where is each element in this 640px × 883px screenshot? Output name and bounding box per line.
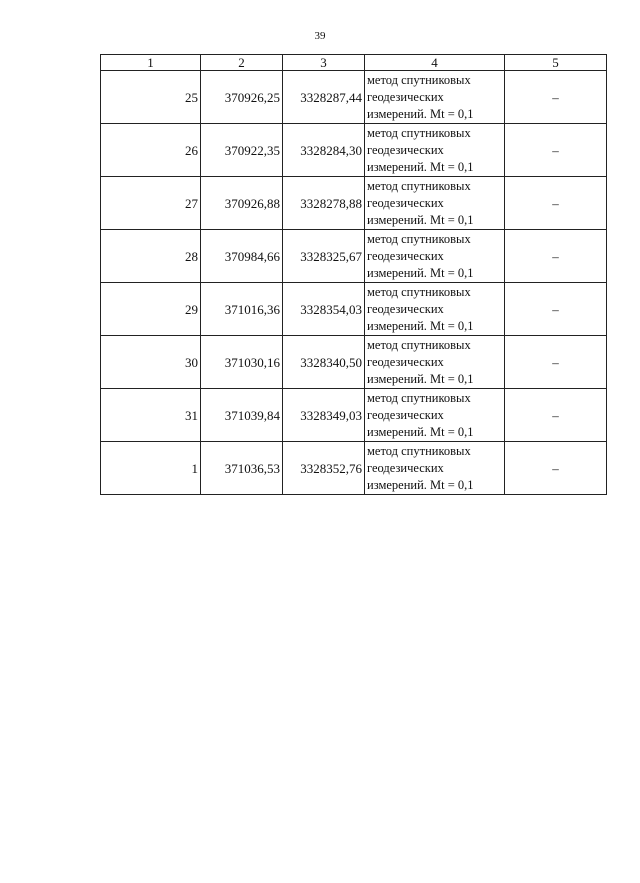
note-cell: – bbox=[505, 442, 607, 495]
note-cell: – bbox=[505, 336, 607, 389]
method-line: геодезических bbox=[367, 89, 444, 104]
point-number: 26 bbox=[101, 124, 201, 177]
method-cell bbox=[365, 124, 505, 177]
x-coordinate: 370984,66 bbox=[201, 230, 283, 283]
table-row bbox=[101, 389, 607, 442]
table-row bbox=[101, 442, 607, 495]
note-cell: – bbox=[505, 389, 607, 442]
note-cell: – bbox=[505, 283, 607, 336]
method-line: метод спутниковых bbox=[367, 125, 471, 140]
point-number: 30 bbox=[101, 336, 201, 389]
y-coordinate: 3328325,67 bbox=[283, 230, 365, 283]
y-coordinate: 3328349,03 bbox=[283, 389, 365, 442]
y-coordinate: 3328287,44 bbox=[283, 71, 365, 124]
point-number: 25 bbox=[101, 71, 201, 124]
y-coordinate: 3328278,88 bbox=[283, 177, 365, 230]
x-coordinate: 371030,16 bbox=[201, 336, 283, 389]
method-line: измерений. Mt = 0,1 bbox=[367, 477, 474, 492]
table-header-row bbox=[101, 55, 607, 71]
note-cell: – bbox=[505, 230, 607, 283]
method-line: геодезических bbox=[367, 460, 444, 475]
method-line: измерений. Mt = 0,1 bbox=[367, 371, 474, 386]
method-cell bbox=[365, 230, 505, 283]
method-line: метод спутниковых bbox=[367, 390, 471, 405]
x-coordinate: 370926,25 bbox=[201, 71, 283, 124]
method-line: метод спутниковых bbox=[367, 178, 471, 193]
column-header-1: 1 bbox=[101, 55, 201, 71]
column-header-4: 4 bbox=[365, 55, 505, 71]
column-header-2: 2 bbox=[201, 55, 283, 71]
table-row bbox=[101, 336, 607, 389]
method-line: измерений. Mt = 0,1 bbox=[367, 212, 474, 227]
point-number: 27 bbox=[101, 177, 201, 230]
method-line: метод спутниковых bbox=[367, 72, 471, 87]
x-coordinate: 371039,84 bbox=[201, 389, 283, 442]
x-coordinate: 370926,88 bbox=[201, 177, 283, 230]
table-row bbox=[101, 71, 607, 124]
coordinates-table bbox=[100, 54, 607, 495]
point-number: 31 bbox=[101, 389, 201, 442]
table-row bbox=[101, 230, 607, 283]
column-header-5: 5 bbox=[505, 55, 607, 71]
method-line: измерений. Mt = 0,1 bbox=[367, 265, 474, 280]
method-line: геодезических bbox=[367, 248, 444, 263]
method-line: метод спутниковых bbox=[367, 231, 471, 246]
x-coordinate: 370922,35 bbox=[201, 124, 283, 177]
x-coordinate: 371036,53 bbox=[201, 442, 283, 495]
method-cell bbox=[365, 336, 505, 389]
table-row bbox=[101, 124, 607, 177]
y-coordinate: 3328340,50 bbox=[283, 336, 365, 389]
method-line: измерений. Mt = 0,1 bbox=[367, 424, 474, 439]
method-line: геодезических bbox=[367, 195, 444, 210]
method-cell bbox=[365, 442, 505, 495]
x-coordinate: 371016,36 bbox=[201, 283, 283, 336]
note-cell: – bbox=[505, 177, 607, 230]
method-line: геодезических bbox=[367, 142, 444, 157]
method-line: метод спутниковых bbox=[367, 443, 471, 458]
method-line: метод спутниковых bbox=[367, 284, 471, 299]
page-number: 39 bbox=[314, 30, 326, 42]
table-row bbox=[101, 283, 607, 336]
table-row bbox=[101, 177, 607, 230]
point-number: 29 bbox=[101, 283, 201, 336]
point-number: 1 bbox=[101, 442, 201, 495]
y-coordinate: 3328284,30 bbox=[283, 124, 365, 177]
column-header-3: 3 bbox=[283, 55, 365, 71]
method-line: измерений. Mt = 0,1 bbox=[367, 318, 474, 333]
method-cell bbox=[365, 389, 505, 442]
method-line: геодезических bbox=[367, 407, 444, 422]
method-cell bbox=[365, 177, 505, 230]
y-coordinate: 3328352,76 bbox=[283, 442, 365, 495]
note-cell: – bbox=[505, 124, 607, 177]
method-cell bbox=[365, 71, 505, 124]
note-cell: – bbox=[505, 71, 607, 124]
y-coordinate: 3328354,03 bbox=[283, 283, 365, 336]
method-line: геодезических bbox=[367, 354, 444, 369]
method-line: измерений. Mt = 0,1 bbox=[367, 159, 474, 174]
method-line: измерений. Mt = 0,1 bbox=[367, 106, 474, 121]
method-line: геодезических bbox=[367, 301, 444, 316]
method-cell bbox=[365, 283, 505, 336]
method-line: метод спутниковых bbox=[367, 337, 471, 352]
point-number: 28 bbox=[101, 230, 201, 283]
